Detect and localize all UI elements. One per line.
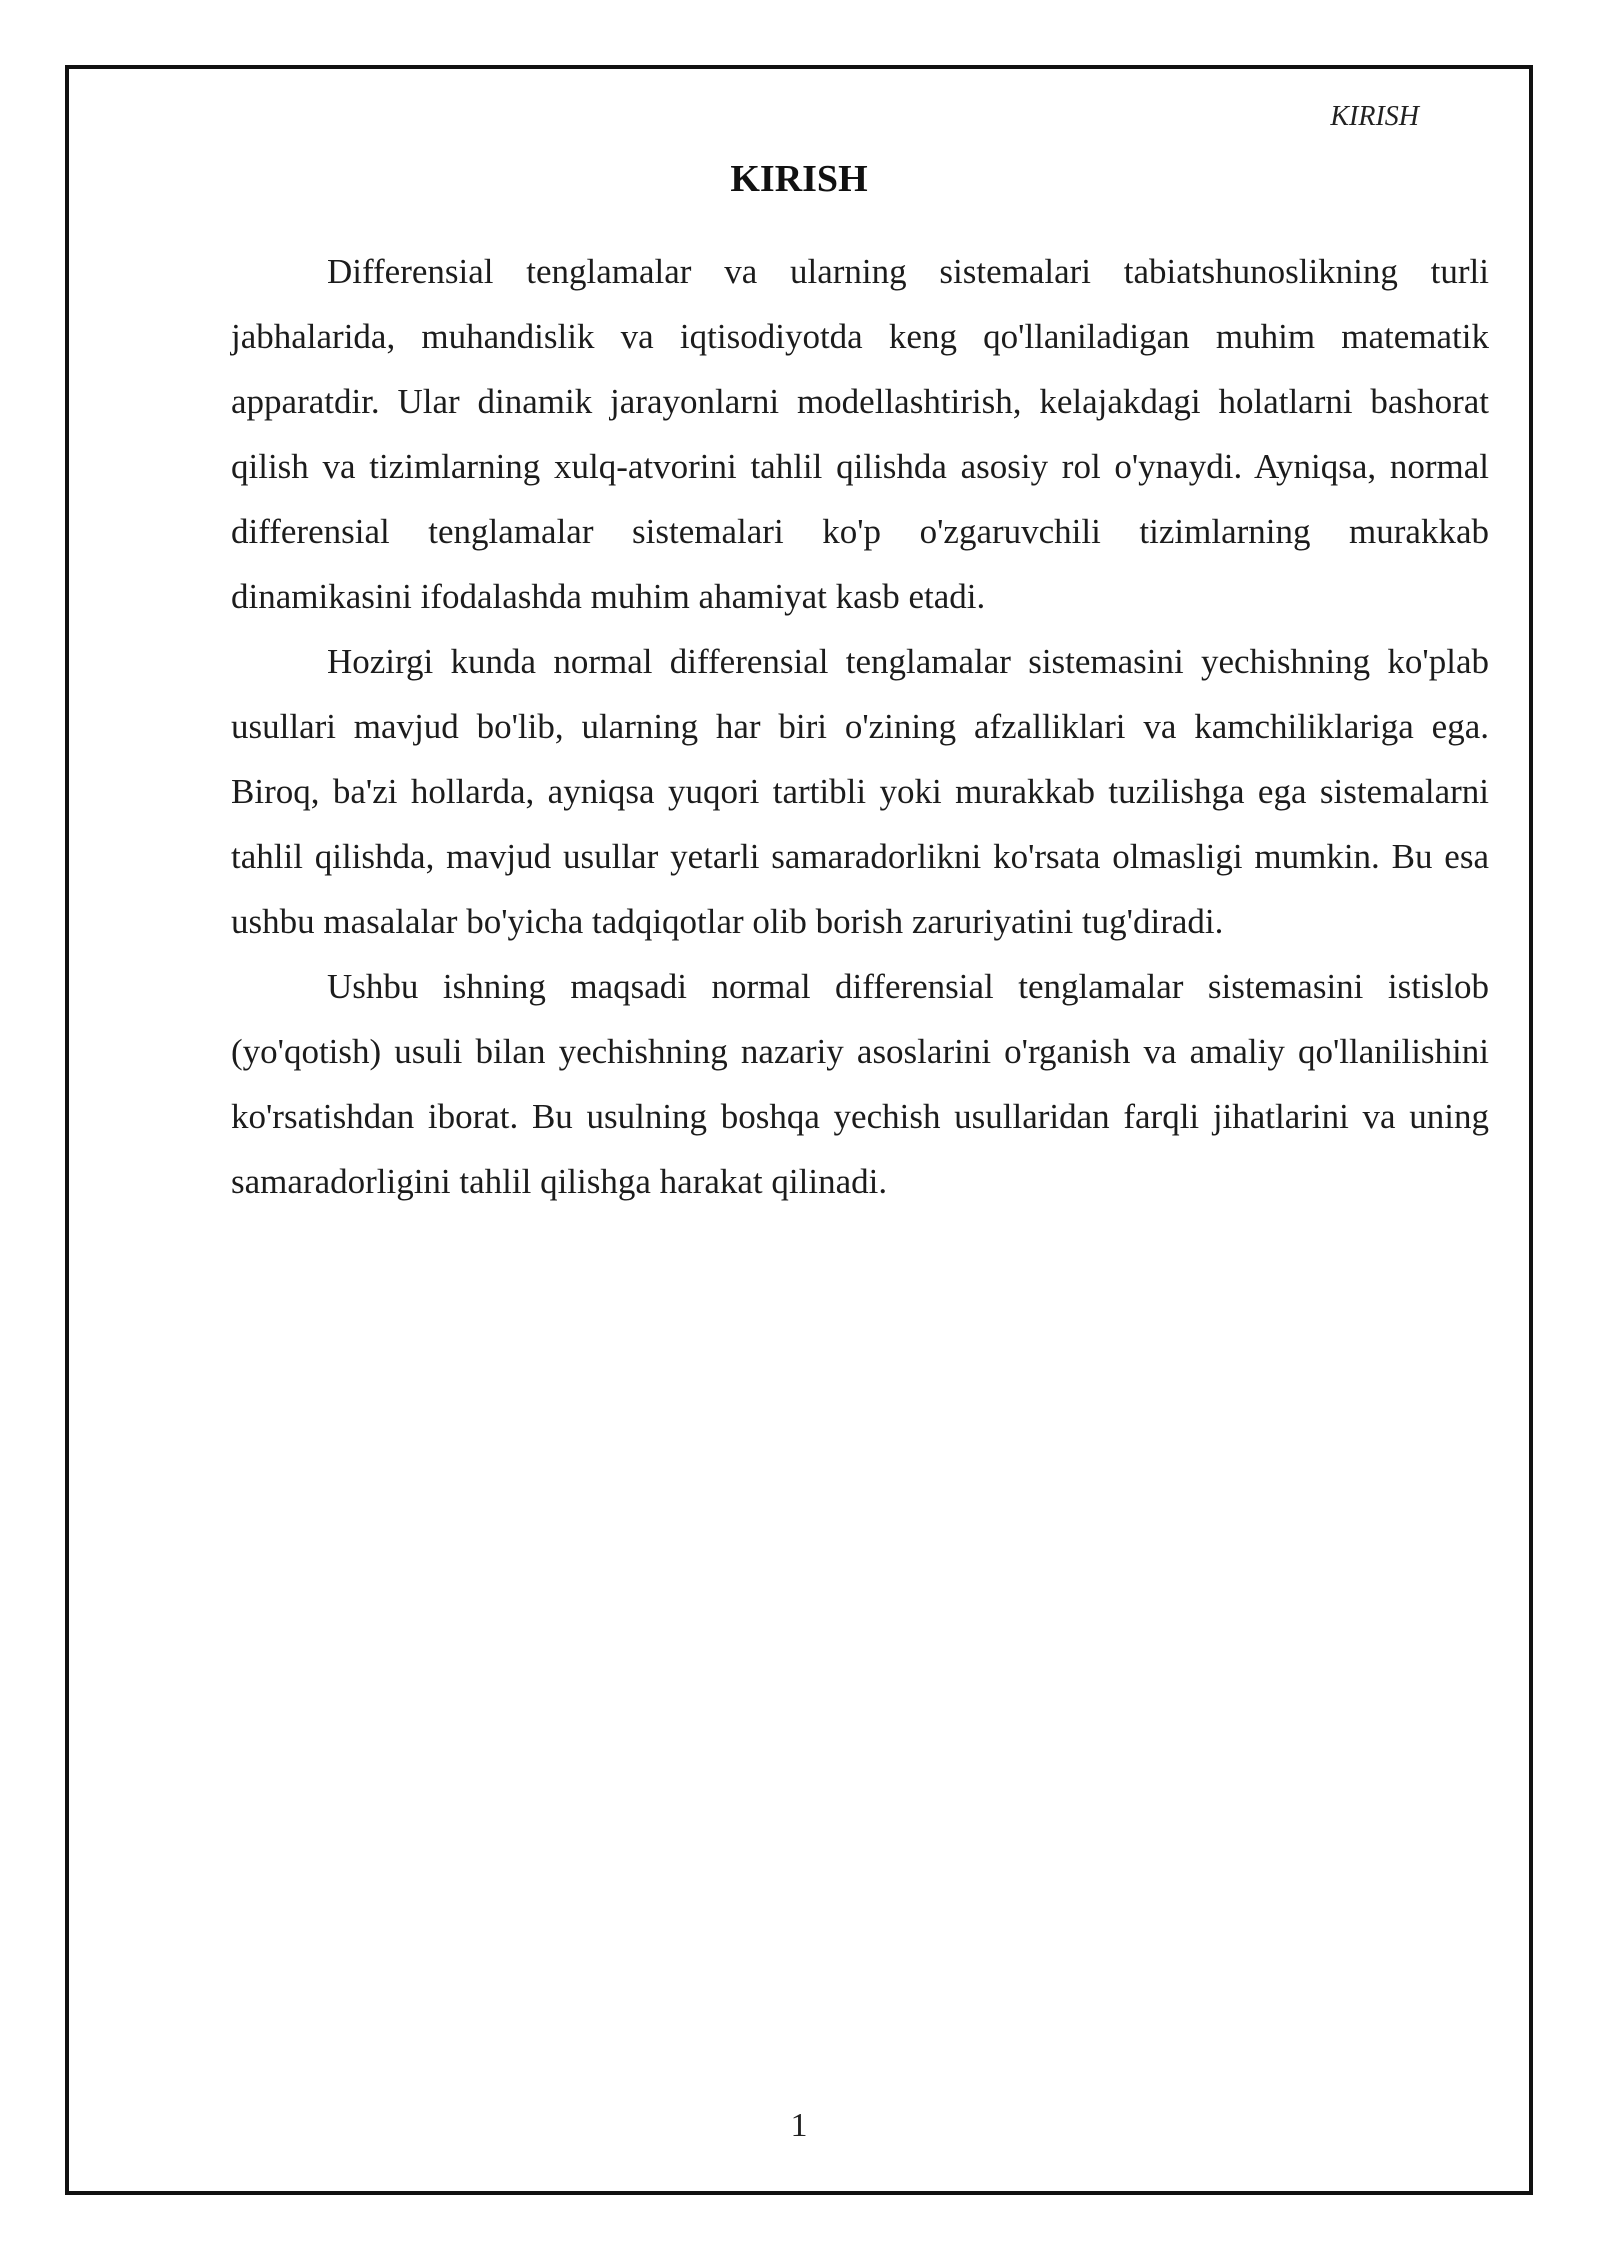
page-title: KIRISH [730,158,868,200]
paragraph-3: Ushbu ishning maqsadi normal differensial tenglamalar sistemasini istislob (yo'qotish) usuli bilan yechishning nazariy asoslarini o'rganish va amaliy qo'llanilishini ko'rsatishdan iborat. Bu usulning boshqa yechish usullaridan farqli jihatlarini va uning samaradorligini tahlil qilishga harakat qilinadi. [231,967,1489,1201]
page-number: 1 [790,2107,808,2144]
body-text [231,239,1489,1214]
page-frame [65,65,1533,2195]
paragraph-1: Differensial tenglamalar va ularning sistemalari tabiatshunoslikning turli jabhalarida, muhandislik va iqtisodiyotda keng qo'llaniladigan muhim matematik apparatdir. Ular dinamik jarayonlarni modellashtirish, kelajakdagi holatlarni bashorat qilish va tizimlarning xulq-atvorini tahlil qilishda asosiy rol o'ynaydi. Ayniqsa, normal differensial tenglamalar sistemalari ko'p o'zgaruvchili tizimlarning murakkab dinamikasini ifodalashda muhim ahamiyat kasb etadi. [231,252,1489,616]
running-header: KIRISH [1330,101,1419,132]
paragraph-2: Hozirgi kunda normal differensial tenglamalar sistemasini yechishning ko'plab usullari mavjud bo'lib, ularning har biri o'zining afzalliklari va kamchiliklariga ega. Biroq, ba'zi hollarda, ayniqsa yuqori tartibli yoki murakkab tuzilishga ega sistemalarni tahlil qilishda, mavjud usullar yetarli samaradorlikni ko'rsata olmasligi mumkin. Bu esa ushbu masalalar bo'yicha tadqiqotlar olib borish zaruriyatini tug'diradi. [231,642,1489,941]
